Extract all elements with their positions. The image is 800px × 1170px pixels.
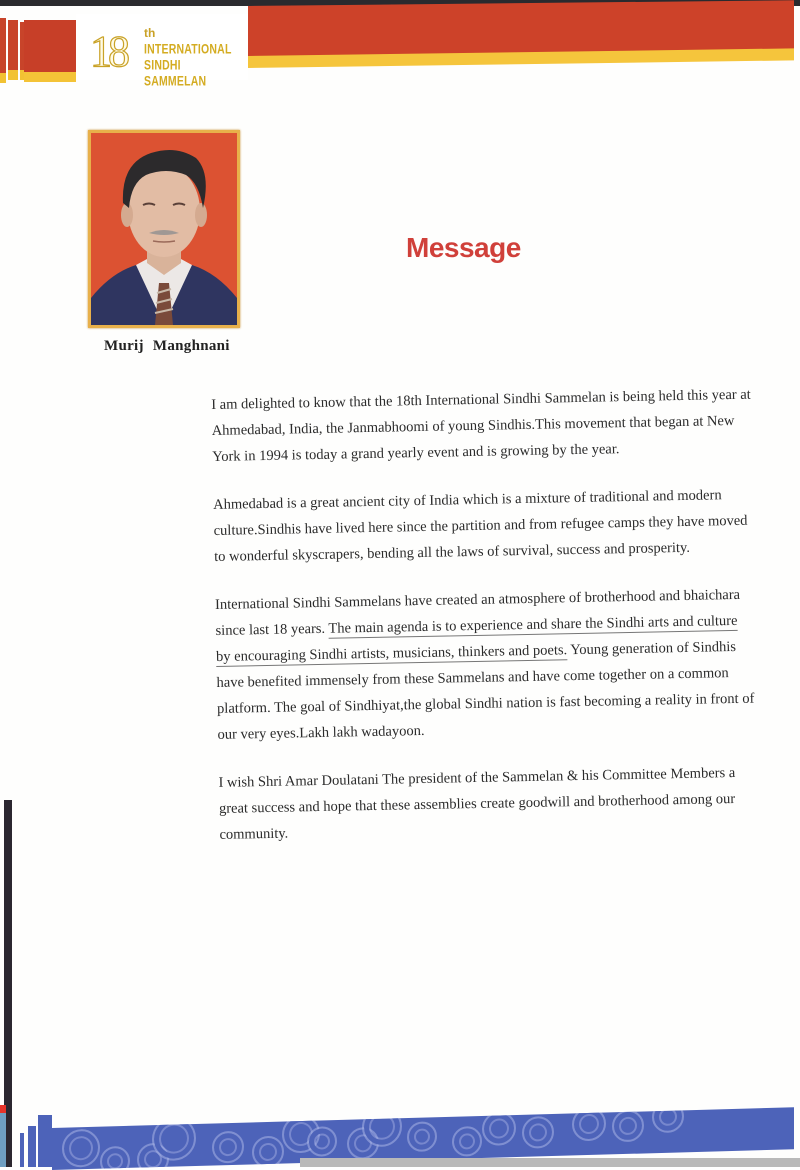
circle-pattern-icon (62, 1129, 100, 1168)
logo-number: 18 (90, 27, 126, 76)
sammelan-logo (90, 26, 240, 90)
scan-bottom-edge (300, 1158, 800, 1167)
circle-pattern-icon (212, 1131, 244, 1164)
circle-pattern-icon (652, 1107, 684, 1133)
stacked-page-edges (0, 14, 26, 74)
footer-page-edge (20, 1133, 24, 1167)
portrait-caption: Murij Manghnani (104, 338, 230, 354)
circle-pattern-icon (452, 1126, 482, 1157)
circle-pattern-icon (612, 1109, 644, 1142)
portrait-photo (88, 130, 240, 328)
header-band-left (24, 20, 76, 82)
paragraph-2: Ahmedabad is a great ancient city of India which is a mixture of traditional and modern culture.Sindhis have lived here since the partition and from refugee camps they have moved to wonderful skyscrapers, bending all the laws of survival, success and prosperity. (213, 487, 748, 565)
person-portrait-icon (91, 133, 237, 325)
paragraph-3 (215, 582, 758, 748)
page-edge (0, 18, 6, 83)
paragraph-1: I am delighted to know that the 18th International Sindhi Sammelan is being held this year at Ahmedabad, India, the Janmabhoomi of young Sindhis.This movement that began at New York in 1994 is today a grand yearly event and is growing by the year. (211, 386, 751, 465)
circle-pattern-icon (307, 1126, 337, 1157)
paragraph-3-end: Young generation of Sindhis have benefited immensely from these Sammelans and have come together on a common platform. The goal of Sindhiyat,the global Sindhi nation is fast becoming a reality in front of our very eyes.Lakh lakh wadayoon. (216, 638, 755, 743)
circle-pattern-icon (522, 1116, 554, 1149)
circle-pattern-icon (572, 1107, 606, 1141)
footer-page-edge (38, 1115, 52, 1167)
logo-suffix: th (144, 26, 156, 40)
page-edge-blue-strip (0, 1113, 6, 1167)
page-title: Message (406, 232, 521, 263)
logo-line-international: INTERNATIONAL (144, 42, 232, 58)
message-body (211, 382, 760, 870)
circle-pattern-icon (482, 1111, 516, 1146)
page-edge (8, 20, 18, 80)
circle-pattern-icon (152, 1116, 196, 1161)
circle-pattern-icon (100, 1146, 130, 1170)
footer-page-edge (28, 1126, 36, 1167)
logo-line-sindhi-sammelan: SINDHI SAMMELAN (144, 58, 207, 90)
paragraph-3-underlined: The main agenda is to experience and share the Sindhi arts and culture by encouraging Sindhi artists, musicians, thinkers and poets. (215, 612, 738, 665)
paragraph-4: I wish Shri Amar Doulatani The president of the Sammelan & his Committee Members a great success and hope that these assemblies create goodwill and brotherhood among our community. (218, 765, 736, 843)
circle-pattern-icon (407, 1121, 437, 1152)
circle-pattern-icon (362, 1107, 402, 1147)
circle-pattern-icon (252, 1136, 284, 1169)
paragraph-3-start: International Sindhi Sammelans have created an atmosphere of brotherhood and bhaichara since last 18 years. (214, 586, 741, 639)
page-edge-red-mark (0, 1105, 6, 1113)
